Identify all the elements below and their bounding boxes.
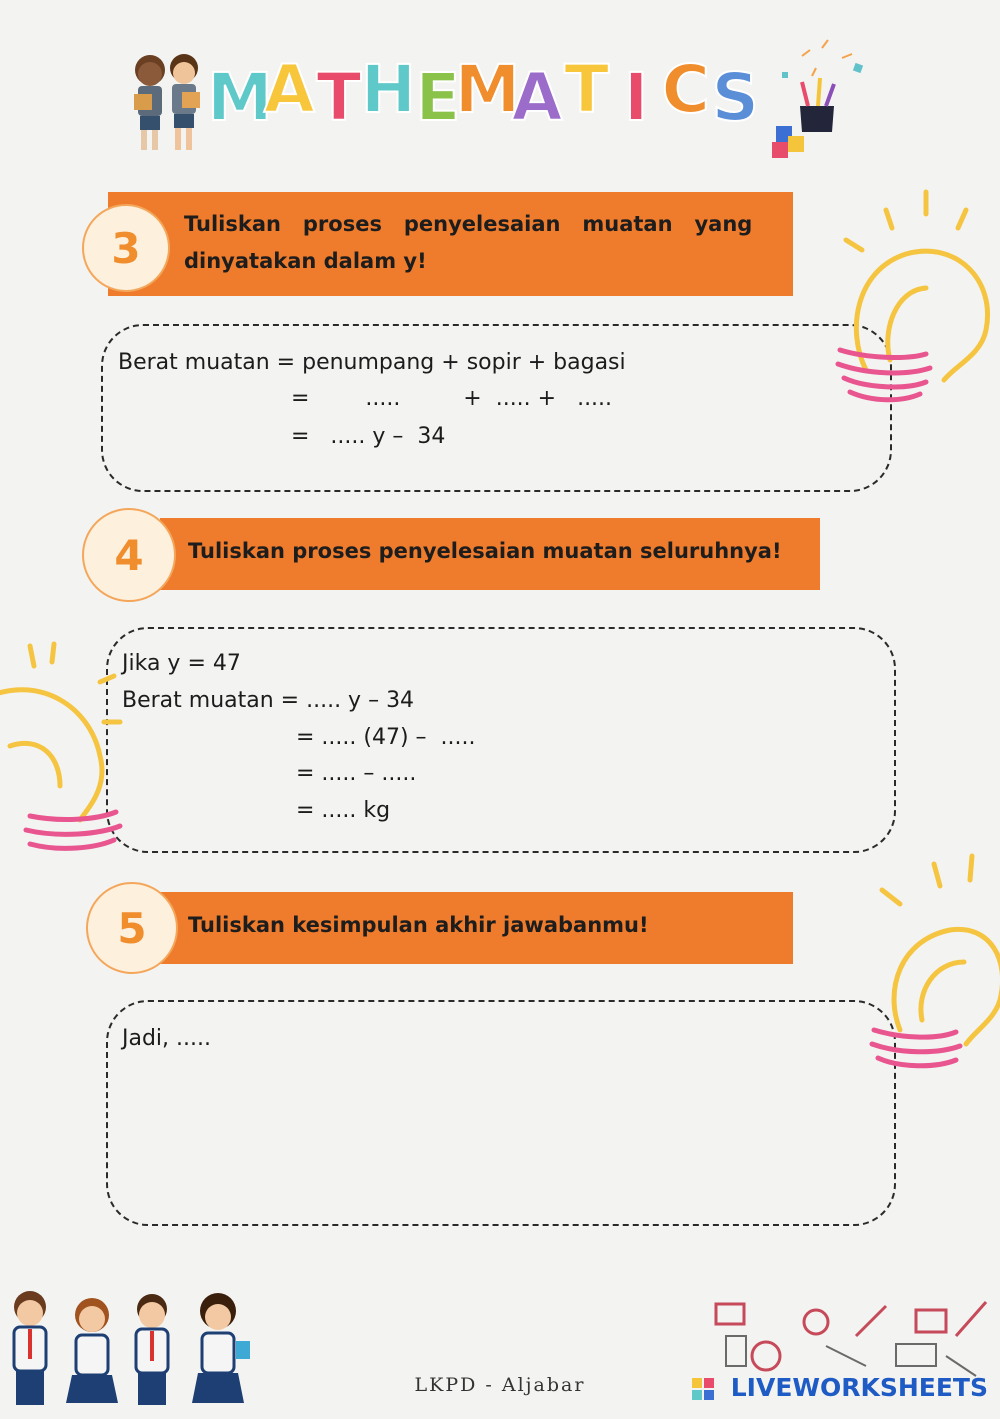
- section-5-number: 5: [86, 882, 178, 974]
- section-4-line-3: = ..... (47) – .....: [296, 725, 476, 750]
- title-letter: H: [360, 51, 417, 128]
- title-letter: T: [564, 51, 610, 128]
- section-3-line-3: = ..... y – 34: [291, 424, 446, 449]
- liveworksheets-brand[interactable]: LIVEWORKSHEETS: [730, 1373, 988, 1402]
- title-letter: M: [206, 59, 273, 136]
- section-4-line-4: = ..... – .....: [296, 761, 417, 786]
- title-letter: C: [661, 51, 710, 128]
- students-icon: [122, 46, 212, 158]
- title-letter: T: [316, 59, 362, 136]
- section-4-line-1: Jika y = 47: [122, 651, 241, 676]
- section-3-prompt-line2: dinyatakan dalam y!: [184, 249, 427, 273]
- section-4-number: 4: [82, 508, 176, 602]
- section-4-line-2: Berat muatan = ..... y – 34: [122, 688, 415, 713]
- lightbulb-icon: [826, 180, 1000, 410]
- section-3-line-2: = ..... + ..... + .....: [291, 386, 613, 411]
- title-letter: A: [511, 59, 563, 136]
- lightbulb-icon: [860, 850, 1000, 1090]
- title-letter: M: [454, 51, 521, 128]
- section-5-line-1: Jadi, .....: [122, 1026, 211, 1051]
- section-4-line-5: = ..... kg: [296, 798, 391, 823]
- section-3-prompt-line1: Tuliskan proses penyelesaian muatan yang: [184, 212, 753, 236]
- art-supplies-icon: [762, 36, 872, 160]
- section-5-answer-box[interactable]: [106, 1000, 896, 1226]
- title-letter: I: [623, 59, 649, 136]
- section-4-prompt: Tuliskan proses penyelesaian muatan seluruhnya!: [188, 539, 782, 563]
- liveworksheets-logo-icon: [692, 1378, 714, 1400]
- title-letter: E: [415, 59, 461, 136]
- section-3-line-1: Berat muatan = penumpang + sopir + bagasi: [118, 350, 626, 375]
- section-3-number: 3: [82, 204, 170, 292]
- section-5-prompt: Tuliskan kesimpulan akhir jawabanmu!: [188, 913, 649, 937]
- lightbulb-icon: [0, 636, 124, 866]
- title-letter: S: [711, 59, 760, 136]
- footer-caption: LKPD - Aljabar: [414, 1374, 586, 1396]
- page-title: [206, 42, 760, 142]
- title-letter: A: [263, 51, 315, 128]
